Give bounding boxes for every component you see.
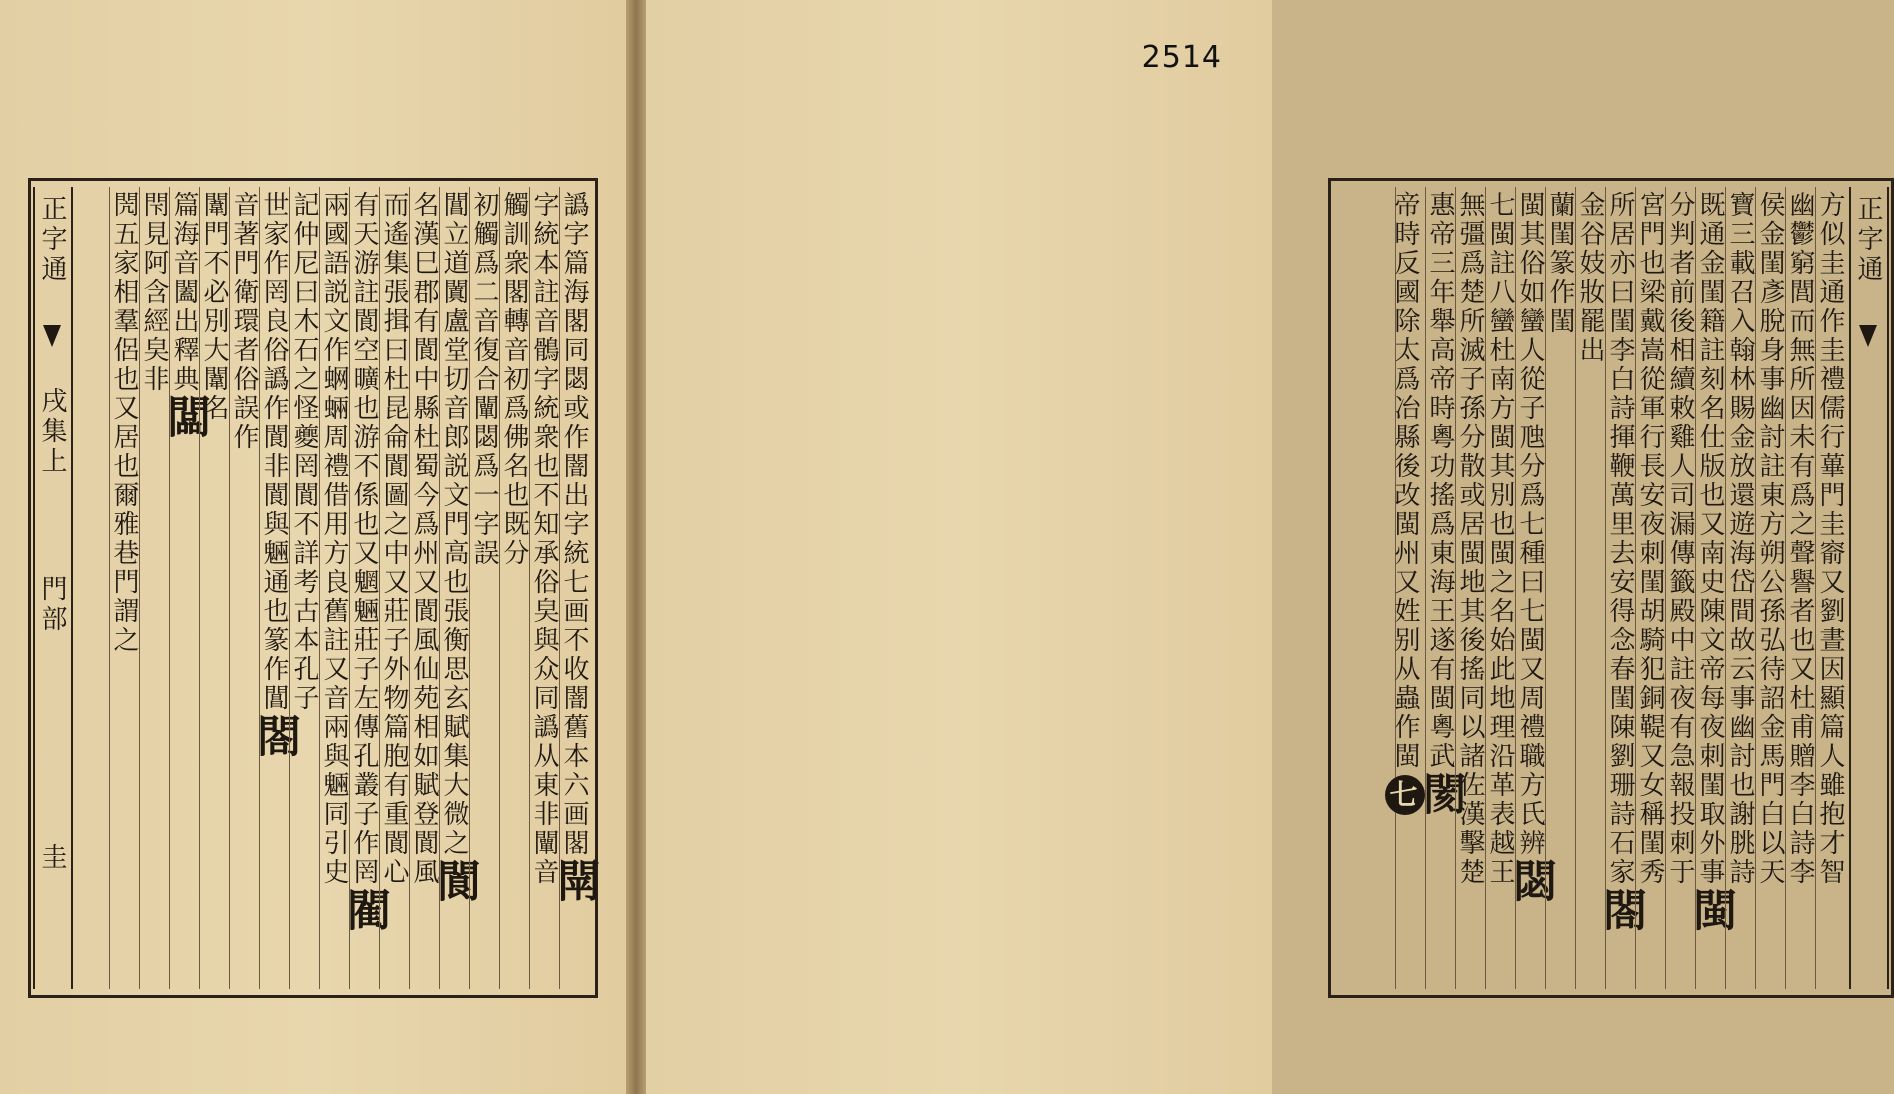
right-margin-column (1849, 187, 1889, 989)
text-column: 惠帝三年舉高帝時粵功搖爲東海王遂有閩粵武閡 (1425, 187, 1455, 989)
fish-tail-mark-icon (43, 325, 61, 347)
book-gutter (626, 0, 646, 1094)
page-number: 2514 (1141, 40, 1222, 75)
book-title: 正字通 (37, 195, 67, 285)
text-column: 閇見阿含經㚖非 (139, 187, 169, 989)
headword-character: 閵 (339, 887, 390, 934)
text-column: 名漢巳郡有閬中縣杜蜀今爲州又閬風仙苑相如賦登閬風 (409, 187, 439, 989)
text-column: 蘭閨篆作閨 (1545, 187, 1575, 989)
text-column: 七閩註八蠻杜南方閩其別也閩之名始此地理沿革表越王 (1485, 187, 1515, 989)
right-text-frame (1328, 178, 1894, 998)
text-column: 閩其俗如蠻人從子虺分爲七種曰七閩又周禮職方氏辨閟 (1515, 187, 1545, 989)
right-text-columns (1337, 187, 1845, 989)
headword-character: 閛 (549, 858, 600, 905)
text-column: 觸訓衆閣轉音初爲佛名也既分 (499, 187, 529, 989)
headword-character: 閤 (249, 713, 300, 760)
text-column: 幽鬱窮閭而無所因未有爲之聲譽者也又杜甫贈李白詩李 (1785, 187, 1815, 989)
text-column: 閌五家相羣侶也又居也爾雅巷門謂之 (109, 187, 139, 989)
text-column: 譌字篇海閣同閟或作闇出字統七画不收闇舊本六画閣閛 (559, 187, 589, 989)
seven-circle-mark: 七 (1385, 775, 1425, 815)
text-column: 篇海音闔出釋典闆 (169, 187, 199, 989)
section-label: 門部 (37, 575, 67, 635)
text-column: 而遙集張揖曰杜昆侖閬圖之中又莊子外物篇胞有重閬心 (379, 187, 409, 989)
text-column: 無彊爲楚所滅子孫分散或居閩地其後搖同以諸佐漢擊楚 (1455, 187, 1485, 989)
right-page (646, 0, 1883, 1094)
text-column: 世家作罔良俗譌作閬非閬與魎通也篆作閶閤 (259, 187, 289, 989)
text-column: 寶三載召入翰林賜金放還遊海岱間故云事幽討也謝朓詩 (1725, 187, 1755, 989)
left-text-columns (79, 187, 600, 989)
volume-label: 戌集上 (37, 387, 67, 477)
left-page (0, 0, 626, 1094)
text-column: 分判者前後相續敕雞人司漏傳籤殿中註夜有急報投刺于 (1665, 187, 1695, 989)
text-column: 字統本註音鶻字統衆也不知承俗㚖與众同譌从東非闡音 (529, 187, 559, 989)
text-column: 闈門不必別大闈名 (199, 187, 229, 989)
text-column: 記仲尼曰木石之怪夔罔閬不詳考古本孔子 (289, 187, 319, 989)
left-margin-column (33, 187, 73, 989)
text-column: 音著門衛環者俗誤作 (229, 187, 259, 989)
text-column: 兩國語説文作蛧蜽周禮借用方良舊註又音兩與魎同引史 (319, 187, 349, 989)
text-column: 侯金閨彥脫身事幽討註東方朔公孫弘待詔金馬門白以天 (1755, 187, 1785, 989)
headword-character: 閟 (1505, 858, 1556, 905)
text-column: 方似圭通作圭禮儒行蓽門圭窬又劉晝因顯篇人雖抱才智 (1815, 187, 1845, 989)
headword-character: 闆 (159, 394, 210, 441)
text-column: 宮門也梁戴嵩從軍行長安夜刺閨胡騎犯銅鞮又女稱閨秀 (1635, 187, 1665, 989)
left-text-frame (28, 178, 598, 998)
fish-tail-mark-icon (1859, 325, 1877, 347)
text-column: 閶立道闐盧堂切音郎説文門高也張衡思玄賦集大微之閬 (439, 187, 469, 989)
text-column: 有天游註閬空曠也游不係也又魍魎莊子左傳孔叢子作罔閵 (349, 187, 379, 989)
text-column: 金谷妓妝罷出 (1575, 187, 1605, 989)
folio-number: 圭 (37, 843, 67, 873)
headword-character: 閡 (1415, 771, 1466, 818)
headword-character: 閬 (429, 858, 480, 905)
book-title: 正字通 (1853, 195, 1883, 285)
headword-character: 閤 (1595, 887, 1646, 934)
text-column: 所居亦曰閨李白詩揮鞭萬里去安得念春閨陳劉珊詩石家閤 (1605, 187, 1635, 989)
text-column: 既通金閨籍註刻名仕版也又南史陳文帝每夜刺閨取外事閩 (1695, 187, 1725, 989)
headword-character: 閩 (1685, 887, 1736, 934)
text-column: 帝時反國除太爲冶縣後改閩州又姓别从蟲作閩七 (1395, 187, 1425, 989)
text-column: 初觸爲二音復合闡閟爲一字誤 (469, 187, 499, 989)
